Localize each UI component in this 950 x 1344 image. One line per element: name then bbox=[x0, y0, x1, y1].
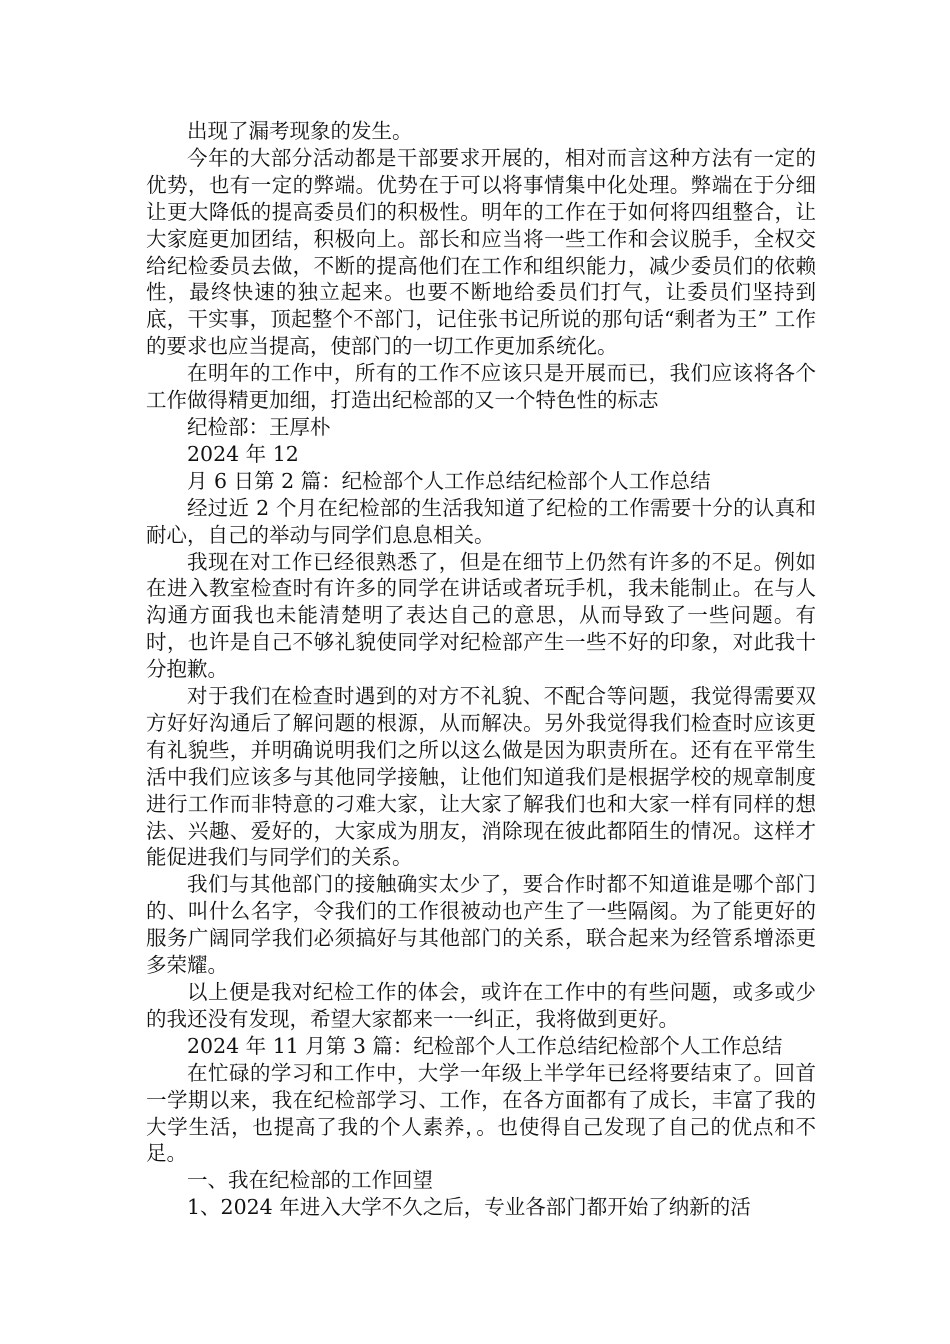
signature-line: 纪检部：王厚朴 bbox=[187, 414, 331, 439]
paragraph: 在明年的工作中，所有的工作不应该只是开展而已，我们应该将各个工作做得精更加细，打造出纪检部的又一个特色性的标志 bbox=[146, 361, 816, 413]
document-body bbox=[146, 118, 816, 1221]
paragraph: 今年的大部分活动都是干部要求开展的，相对而言这种方法有一定的优势，也有一定的弊端。优势在于可以将事情集中化处理。弊端在于分细让更大降低的提高委员们的积极性。明年的工作在于如何将四组整合，让大家庭更加团结，积极向上。部长和应当将一些工作和会议脱手，全权交给纪检委员去做，不断的提高他们在工作和组织能力，减少委员们的依赖性，最终快速的独立起来。也要不断地给委员们打气，让委员们坚持到底，干实事，顶起整个不部门，记住张书记所说的那句话“剩者为王” 工作的要求也应当提高，使部门的一切工作更加系统化。 bbox=[146, 145, 816, 359]
paragraph: 1、2024 年进入大学不久之后，专业各部门都开始了纳新的活 bbox=[187, 1195, 751, 1220]
paragraph: 经过近 2 个月在纪检部的生活我知道了纪检的工作需要十分的认真和耐心，自己的举动与同学们息息相关。 bbox=[146, 495, 816, 547]
date-line: 2024 年 12 bbox=[187, 441, 299, 466]
paragraph: 以上便是我对纪检工作的体会，或许在工作中的有些问题，或多或少的我还没有发现，希望大家都来一一纠正，我将做到更好。 bbox=[146, 980, 816, 1031]
subheading: 一、我在纪检部的工作回望 bbox=[187, 1168, 433, 1193]
section-heading: 月 6 日第 2 篇：纪检部个人工作总结纪检部个人工作总结 bbox=[187, 468, 711, 493]
section-heading: 2024 年 11 月第 3 篇：纪检部个人工作总结纪检部个人工作总结 bbox=[187, 1033, 783, 1058]
paragraph: 我现在对工作已经很熟悉了，但是在细节上仍然有许多的不足。例如在进入教室检查时有许多的同学在讲话或者玩手机，我未能制止。在与人沟通方面我也未能清楚明了表达自己的意思，从而导致了一些问题。有时，也许是自己不够礼貌使同学对纪检部产生一些不好的印象，对此我十分抱歉。 bbox=[146, 549, 816, 682]
paragraph: 出现了漏考现象的发生。 bbox=[187, 119, 413, 143]
paragraph: 对于我们在检查时遇到的对方不礼貌、不配合等问题，我觉得需要双方好好沟通后了解问题的根源，从而解决。另外我觉得我们检查时应该更有礼貌些，并明确说明我们之所以这么做是因为职责所在。还有在平常生活中我们应该多与其他同学接触，让他们知道我们是根据学校的规章制度进行工作而非特意的刁难大家，让大家了解我们也和大家一样有同样的想法、兴趣、爱好的，大家成为朋友，消除现在彼此都陌生的情况。这样才能促进我们与同学们的关系。 bbox=[146, 684, 816, 870]
paragraph: 在忙碌的学习和工作中，大学一年级上半学年已经将要结束了。回首一学期以来，我在纪检部学习、工作，在各方面都有了成长，丰富了我的大学生活，也提高了我的个人素养，。也使得自己发现了自己的优点和不足。 bbox=[146, 1060, 816, 1166]
paragraph: 我们与其他部门的接触确实太少了，要合作时都不知道谁是哪个部门的、叫什么名字，令我们的工作很被动也产生了一些隔阂。为了能更好的服务广阔同学我们必须搞好与其他部门的关系，联合起来为经管系增添更多荣耀。 bbox=[146, 872, 816, 978]
